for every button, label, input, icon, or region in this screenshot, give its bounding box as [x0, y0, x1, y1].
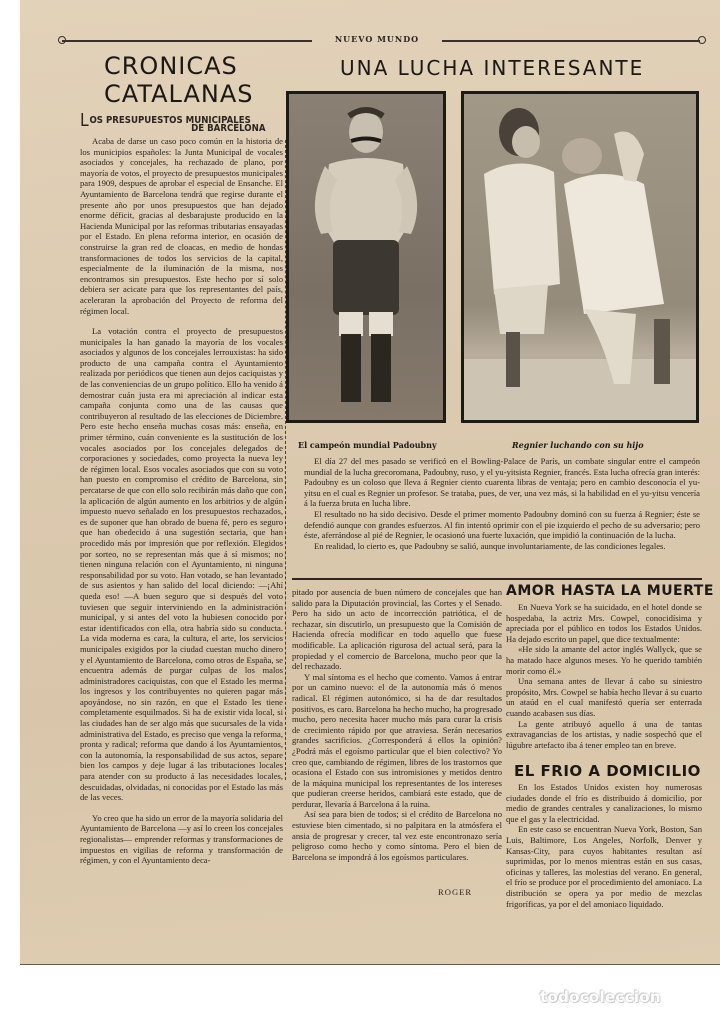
article-paragraph: pitado por ausencia de buen número de concejales que han salido para la Diputación provincial, las Cortes y el Senado. Pero ha sido un acto de incorrección patriótica, el de rechazar, sin discutirlo, un presupuesto que la Comisión de Hacienda ofrecía modificar en todo aquello que fuese modificable. La aplicación rigurosa del actual será, para la propiedad y el comercio de Barcelona, mucho peor que la del rechazado.: [292, 587, 502, 672]
article-paragraph: La votación contra el proyecto de presupuestos municipales la han ganado la mayoría de los vocales asociados y algunos de los concejales lerrouxistas: ha sido producto de una campaña contra el Ayuntamiento realizada por periódicos que tienen aun dejos caciquistas y de las conveniencias de un grupo político. Ello ha venido á demostrar cuán justa era mi apreciación al indicar esta campaña conjunta como una de las causas que contribuyeron al resultado de las elecciones de Diciembre. Pero este hecho enseña muchas cosas más: enseña, en primer término, cuán conveniente es la sustitución de los vocales asociados por los concejales delegados de corporaciones y sociedades, como proyecta la nueva ley de régimen local. Esos vocales asociados que con su voto han puesto en compromiso el crédito de Barcelona, sin percatarse de que con ello solo recibirán más daño que con la aplicación de algún aumento en los arbitrios y de algún impuesto nuevo señalado en los presupuestos rechazados, es de suponer que han obrado de buena fé, pero es seguro que han obedecido á una sugestión sectaria, que han procedido más por impresión que por reflexión. Elegidos por sorteo, no se representan más que á sí mismos; no tienen ninguna relación con el Ayuntamiento, ni ninguna responsabilidad por su voto. Han votado, se han levantado de sus asientos y han salido del local diciendo: —¡Ahí queda eso! —A buen seguro que si después del voto tuviesen que seguir interviniendo en la administración municipal, y si antes del voto la hubiesen conocido por estar identificados con ella, otra habría sido su conducta. La vida moderna es cara, la cultura, el arte, los servicios municipales exigidos por la ciudad cuestan mucho dinero y el Ayuntamiento de Barcelona, como otros de España, se encuentra además de purgar culpas de los malos administradores caciquistas, con que el Estado les merma los ingresos y los contribuyentes no quieren pagar más apoyándose, no sin razón, en que el Estado les tiene completamente esquilmados. Si ha de existir vida local, si las ciudades han de ser algo más que sucursales de la vida administrativa del Estado, es preciso que venga la reforma, pronta y radical; reforma que dando á los Ayuntamientos, con la autonomía, la responsabilidad de sus actos, separe bien los campos y deje lugar á las tributaciones locales para atender con su producto á las necesidades locales, descuidadas, olvidadas, ni conocidas por el Estado las más de las veces.: [80, 326, 283, 803]
article-paragraph: Yo creo que ha sido un error de la mayoría solidaria del Ayuntamiento de Barcelona —y así lo creen los concejales regionalistas— emprender reformas y transformaciones de impuestos en vigilias de reforma y transformación de régimen, y con el Ayuntamiento deca-: [80, 812, 283, 866]
lucha-article: [304, 456, 700, 551]
article-paragraph: Y mal síntoma es el hecho que comento. Vamos á entrar por un camino nuevo: el de la autonomía más ó menos radical. El régimen autonómico, si ha de dar resultados positivos, es caro. Barcelona ha hecho mucho, ha progresado mucho, pero necesita hacer mucho más para curar la crisis de crecimiento rápido por que atraviesa. Serán necesarios grandes sacrificios. ¿Corresponderá á ellos la opinión? ¿Podrá más el egoísmo particular que el bien colectivo? Yo creo que, cambiando de régimen, libres de los trastornos que ocasiona el Estado con sus intromisiones y metidos dentro de la máquina municipal los representantes de los intereses que pudieran creerse heridos, cambiará este estado, que de perdurar, llevaría á Barcelona á la ruina.: [292, 671, 502, 809]
subhead-line2: DE BARCELONA: [190, 123, 265, 134]
standing-wrestler-photo: [286, 91, 446, 423]
masthead: [62, 34, 702, 48]
article-paragraph: La gente atribuyó aquello á una de tantas extravagancias de los artistas, y nadie sospechó que el lúgubre artefacto iba á tener empleo tan en breve.: [506, 718, 702, 750]
masthead-rule: [62, 40, 312, 42]
lucha-heading: UNA LUCHA INTERESANTE: [340, 56, 645, 80]
wrestler-figure-icon: [289, 94, 443, 420]
photo-caption: El campeón mundial Padoubny: [298, 440, 437, 450]
frio-article: [506, 782, 702, 909]
drop-letter: L: [80, 110, 89, 131]
watermark-logo: todocoleccion: [540, 988, 661, 1006]
article-paragraph: En los Estados Unidos existen hoy numerosas ciudades donde el frío es distribuido á domicilio, por medio de grandes centrales y canalizaciones, lo mismo que el gas y la electricidad.: [506, 782, 702, 824]
article-paragraph: Acaba de darse un caso poco común en la historia de los municipios españoles: la Junta Municipal de vocales asociados y concejales, ha rechazado de plano, por mayoría de votos, el proyecto de presupuestos municipales para 1909, despues de aprobar el especial de Ensanche. El Ayuntamiento de Barcelona tendrá que regirse durante el presente año por unos presupuestos que han dejado enorme déficit, gracias al desbarajuste producido en la Hacienda Municipal por las reformas tributarias ensayadas por el Estado. En plena reforma interior, en ocasión de construirse la gran red de cloacas, en medio de hondas transformaciones de todos los servicios de la capital, especialmente de la iluminación de la misma, nos encontramos sin presupuestos. Este hecho por sí solo debiera ser acicate para que los representantes del país, aceleraran la aprobación del Proyecto de reforma del régimen local.: [80, 136, 283, 316]
cronicas-column: [80, 136, 283, 866]
photo-caption: Regnier luchando con su hijo: [512, 440, 644, 450]
subhead-line1: OS PRESUPUESTOS MUNICIPALES: [89, 115, 251, 126]
article-paragraph: Así sea para bien de todos; si el crédito de Barcelona no estuviese bien cimentado, si no palpitara en la atmósfera el ansia de progresar y crecer, tal vez este encontronazo sería peligroso como hecho y como síntoma. Pero el bien de Barcelona se impondrá á los egoísmos particulares.: [292, 809, 502, 862]
article-paragraph: El resultado no ha sido decisivo. Desde el primer momento Padoubny dominó con su fuerza á Regnier; éste se defendió aunque con grandes esfuerzos. Al fin intentó oprimir con el pie izquierdo el pecho de su adversario; pero éste, aferrándose al pié de Regnier, le ocasionó una fuerte luxación, que impidió la continuación de la lucha.: [304, 508, 700, 541]
newspaper-page: [20, 0, 720, 965]
frio-heading: EL FRIO A DOMICILIO: [514, 762, 701, 780]
ornament-curl-icon: [698, 36, 706, 44]
publication-title: NUEVO MUNDO: [334, 34, 420, 44]
cronicas-heading: [104, 52, 253, 108]
wrestlers-figures-icon: [464, 94, 696, 420]
amor-article: [506, 602, 702, 750]
article-paragraph: En Nueva York se ha suicidado, en el hotel donde se hospedaba, la actriz Mrs. Cowpel, conocidísima y apreciada por el público en todos los Estados Unidos. Ha dejado escrito un papel, que dice textualmente:: [506, 602, 702, 644]
article-paragraph: «He sido la amante del actor inglés Wallyck, que se ha matado hace algunos meses. Yo he querido también morir como él.»: [506, 644, 702, 676]
amor-heading: AMOR HASTA LA MUERTE: [506, 583, 714, 599]
cronicas-title-line2: CATALANAS: [104, 80, 254, 108]
article-paragraph: En realidad, lo cierto es, que Padoubny se salió, aunque involuntariamente, de las condiciones legales.: [314, 540, 666, 551]
cronicas-title-line1: CRONICAS: [104, 52, 238, 80]
article-paragraph: En este caso se encuentran Nueva York, Boston, San Luis, Baltimore, Los Angeles, Norfolk, Denver y Kansas-City, para cuyos habitantes resultan así suprimidas, por lo menos mientras están en sus casas, oficinas y talleres, las molestias del verano. En general, el frío se produce por el procedimiento del amoniaco. La distribución se opera ya por medio de mezclas frigoríficas, ya por el del amoniaco liquidado.: [506, 824, 702, 909]
jiu-jitsu-match-photo: [461, 91, 699, 423]
cronicas-continuation: [292, 587, 502, 862]
author-signature: ROGER: [438, 887, 473, 897]
masthead-rule: [442, 40, 700, 42]
article-paragraph: Una semana antes de llevar á cabo su siniestro propósito, Mrs. Cowpel se había hecho llevar á su cuarto un ataúd en el cual manifestó quería ser enterrada cuando acabasen sus días.: [506, 676, 702, 718]
section-divider: [292, 578, 702, 580]
article-paragraph: El día 27 del mes pasado se verificó en el Bowling-Palace de París, un combate singular entre el campeón mundial de la lucha grecoromana, Padoubny, ruso, y el yu-yitsista Regnier, francés. Esta lucha ofrecía gran interés: Padoubny es un coloso que lleva á Regnier ciento cuarenta libras de ventaja; pero en cambio desconocía el yu-yitsu en el cual es Regnier un profesor. Se trataba, pues, de ver, una vez más, si la habilidad en el yu-yitsu vencería á la fuerza bruta en lucha libre.: [304, 456, 700, 509]
